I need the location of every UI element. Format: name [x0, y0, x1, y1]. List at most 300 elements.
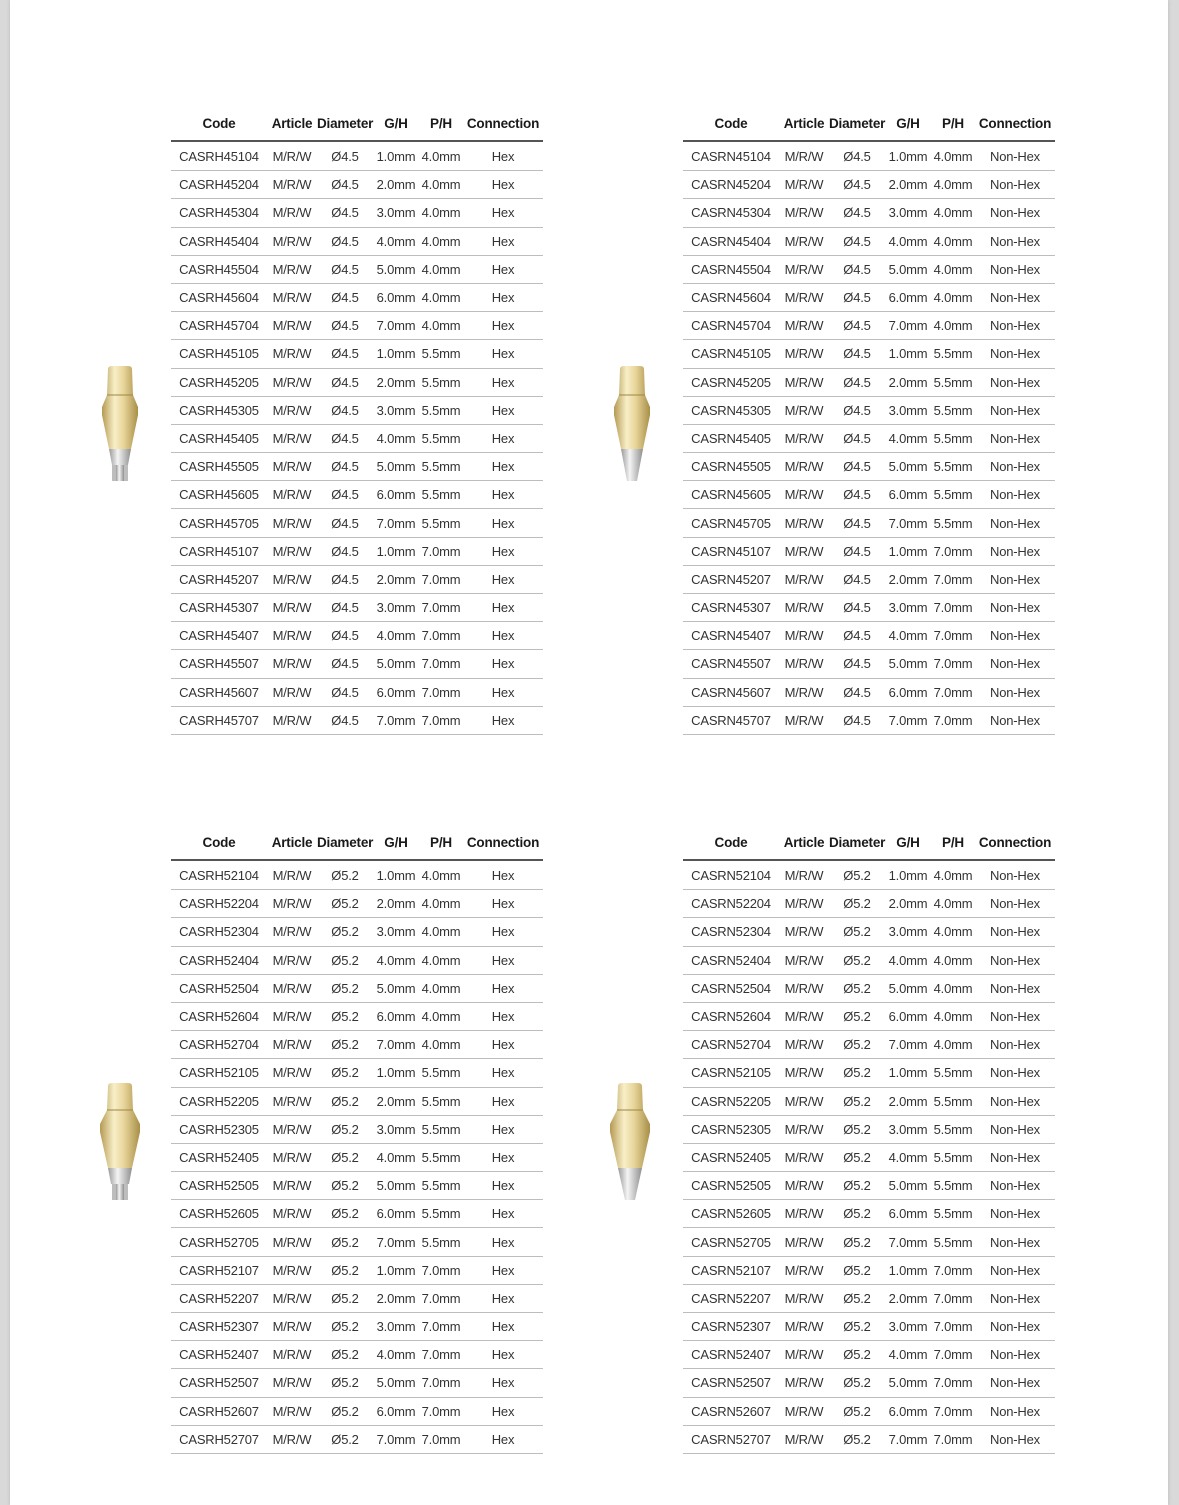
cell-diameter: Ø4.5 — [317, 424, 373, 452]
cell-code: CASRH45405 — [171, 424, 267, 452]
cell-gh: 4.0mm — [373, 1341, 419, 1369]
column-header-ph: P/H — [931, 825, 975, 860]
cell-article: M/R/W — [267, 227, 317, 255]
cell-article: M/R/W — [267, 678, 317, 706]
table-row — [683, 340, 1055, 368]
cell-connection: Hex — [463, 424, 543, 452]
cell-ph: 5.5mm — [419, 368, 463, 396]
cell-gh: 6.0mm — [373, 1002, 419, 1030]
cell-article: M/R/W — [267, 424, 317, 452]
table-row — [683, 453, 1055, 481]
cell-article: M/R/W — [267, 509, 317, 537]
cell-connection: Non-Hex — [975, 594, 1055, 622]
cell-gh: 6.0mm — [885, 283, 931, 311]
cell-gh: 1.0mm — [373, 537, 419, 565]
cell-ph: 4.0mm — [931, 1002, 975, 1030]
cell-code: CASRH45107 — [171, 537, 267, 565]
cell-article: M/R/W — [779, 283, 829, 311]
table-row — [171, 622, 543, 650]
cell-diameter: Ø4.5 — [317, 227, 373, 255]
cell-code: CASRN45407 — [683, 622, 779, 650]
cell-diameter: Ø5.2 — [317, 1059, 373, 1087]
table-row — [683, 1031, 1055, 1059]
cell-connection: Hex — [463, 1002, 543, 1030]
cell-diameter: Ø5.2 — [317, 1172, 373, 1200]
table-row — [171, 227, 543, 255]
cell-connection: Hex — [463, 890, 543, 918]
cell-code: CASRN52605 — [683, 1200, 779, 1228]
cell-gh: 3.0mm — [885, 199, 931, 227]
table-row — [683, 946, 1055, 974]
cell-code: CASRH52505 — [171, 1172, 267, 1200]
cell-gh: 4.0mm — [373, 424, 419, 452]
catalog-page — [10, 0, 1168, 1505]
cell-connection: Non-Hex — [975, 424, 1055, 452]
cell-diameter: Ø4.5 — [317, 368, 373, 396]
cell-connection: Hex — [463, 453, 543, 481]
cell-article: M/R/W — [779, 1200, 829, 1228]
product-table — [683, 825, 1055, 1454]
table-row — [683, 860, 1055, 890]
cell-ph: 5.5mm — [419, 1172, 463, 1200]
cell-connection: Non-Hex — [975, 396, 1055, 424]
cell-ph: 5.5mm — [419, 1059, 463, 1087]
cell-article: M/R/W — [267, 340, 317, 368]
cell-connection: Hex — [463, 509, 543, 537]
cell-diameter: Ø4.5 — [829, 424, 885, 452]
cell-gh: 6.0mm — [373, 1200, 419, 1228]
cell-ph: 4.0mm — [931, 199, 975, 227]
product-table — [171, 825, 543, 1454]
cell-code: CASRN45105 — [683, 340, 779, 368]
column-header-code: Code — [171, 106, 267, 141]
table-row — [683, 1087, 1055, 1115]
cell-article: M/R/W — [779, 171, 829, 199]
cell-code: CASRN52505 — [683, 1172, 779, 1200]
cell-article: M/R/W — [779, 1284, 829, 1312]
cell-diameter: Ø4.5 — [829, 565, 885, 593]
cell-article: M/R/W — [779, 1143, 829, 1171]
cell-gh: 6.0mm — [885, 1397, 931, 1425]
cell-article: M/R/W — [267, 918, 317, 946]
cell-ph: 5.5mm — [931, 481, 975, 509]
cell-connection: Hex — [463, 312, 543, 340]
cell-gh: 4.0mm — [373, 1143, 419, 1171]
cell-ph: 4.0mm — [931, 312, 975, 340]
cell-connection: Non-Hex — [975, 706, 1055, 734]
cell-diameter: Ø5.2 — [317, 1425, 373, 1453]
cell-article: M/R/W — [267, 622, 317, 650]
column-header-gh: G/H — [373, 106, 419, 141]
cell-code: CASRN52704 — [683, 1031, 779, 1059]
cell-diameter: Ø4.5 — [829, 171, 885, 199]
cell-connection: Non-Hex — [975, 1313, 1055, 1341]
cell-diameter: Ø5.2 — [829, 1087, 885, 1115]
cell-connection: Non-Hex — [975, 171, 1055, 199]
cell-gh: 2.0mm — [885, 1284, 931, 1312]
cell-connection: Hex — [463, 340, 543, 368]
cell-code: CASRN45505 — [683, 453, 779, 481]
cell-gh: 5.0mm — [373, 453, 419, 481]
cell-ph: 7.0mm — [931, 1369, 975, 1397]
abutment-image-nonhex-45 — [610, 365, 654, 483]
cell-gh: 3.0mm — [373, 918, 419, 946]
table-row — [683, 141, 1055, 171]
cell-gh: 7.0mm — [885, 1228, 931, 1256]
cell-diameter: Ø4.5 — [317, 594, 373, 622]
cell-connection: Non-Hex — [975, 1284, 1055, 1312]
cell-ph: 7.0mm — [419, 1256, 463, 1284]
cell-article: M/R/W — [267, 141, 317, 171]
cell-article: M/R/W — [267, 453, 317, 481]
table-block-hex-52 — [171, 825, 543, 1454]
cell-ph: 7.0mm — [419, 565, 463, 593]
cell-connection: Non-Hex — [975, 1228, 1055, 1256]
cell-code: CASRN45504 — [683, 255, 779, 283]
table-row — [683, 1341, 1055, 1369]
table-row — [171, 1200, 543, 1228]
cell-connection: Hex — [463, 1228, 543, 1256]
cell-code: CASRN45404 — [683, 227, 779, 255]
cell-gh: 3.0mm — [373, 1313, 419, 1341]
cell-connection: Non-Hex — [975, 1143, 1055, 1171]
cell-connection: Hex — [463, 1425, 543, 1453]
cell-code: CASRN52304 — [683, 918, 779, 946]
cell-code: CASRH52205 — [171, 1087, 267, 1115]
cell-ph: 4.0mm — [419, 141, 463, 171]
table-row — [171, 1425, 543, 1453]
cell-ph: 4.0mm — [931, 860, 975, 890]
cell-connection: Non-Hex — [975, 1115, 1055, 1143]
cell-article: M/R/W — [267, 1256, 317, 1284]
table-row — [171, 1369, 543, 1397]
cell-article: M/R/W — [779, 396, 829, 424]
cell-diameter: Ø4.5 — [317, 678, 373, 706]
cell-connection: Hex — [463, 706, 543, 734]
cell-ph: 5.5mm — [419, 1087, 463, 1115]
cell-article: M/R/W — [779, 1341, 829, 1369]
column-header-ph: P/H — [419, 825, 463, 860]
cell-gh: 1.0mm — [373, 340, 419, 368]
cell-code: CASRN52305 — [683, 1115, 779, 1143]
cell-ph: 4.0mm — [931, 171, 975, 199]
column-header-diameter: Diameter — [317, 825, 373, 860]
cell-code: CASRN52707 — [683, 1425, 779, 1453]
cell-article: M/R/W — [779, 368, 829, 396]
table-row — [683, 706, 1055, 734]
cell-connection: Non-Hex — [975, 312, 1055, 340]
table-row — [683, 1200, 1055, 1228]
cell-gh: 7.0mm — [373, 1031, 419, 1059]
cell-code: CASRN52507 — [683, 1369, 779, 1397]
table-row — [171, 650, 543, 678]
table-header-row — [683, 106, 1055, 141]
cell-code: CASRH45304 — [171, 199, 267, 227]
cell-code: CASRH52207 — [171, 1284, 267, 1312]
cell-connection: Non-Hex — [975, 974, 1055, 1002]
table-header-row — [171, 106, 543, 141]
cell-article: M/R/W — [779, 1397, 829, 1425]
cell-ph: 7.0mm — [931, 1425, 975, 1453]
column-header-gh: G/H — [373, 825, 419, 860]
cell-code: CASRH52105 — [171, 1059, 267, 1087]
cell-diameter: Ø5.2 — [829, 1256, 885, 1284]
cell-ph: 7.0mm — [931, 565, 975, 593]
cell-ph: 5.5mm — [931, 368, 975, 396]
cell-gh: 2.0mm — [373, 890, 419, 918]
cell-diameter: Ø5.2 — [829, 946, 885, 974]
cell-connection: Hex — [463, 283, 543, 311]
cell-gh: 3.0mm — [885, 1313, 931, 1341]
cell-gh: 5.0mm — [885, 1369, 931, 1397]
cell-connection: Non-Hex — [975, 860, 1055, 890]
cell-ph: 5.5mm — [931, 396, 975, 424]
table-row — [683, 283, 1055, 311]
cell-ph: 5.5mm — [419, 424, 463, 452]
cell-ph: 4.0mm — [419, 171, 463, 199]
cell-ph: 5.5mm — [931, 1143, 975, 1171]
cell-gh: 6.0mm — [885, 1200, 931, 1228]
cell-code: CASRH45104 — [171, 141, 267, 171]
cell-article: M/R/W — [267, 1002, 317, 1030]
cell-ph: 4.0mm — [931, 890, 975, 918]
cell-code: CASRN45605 — [683, 481, 779, 509]
cell-diameter: Ø5.2 — [829, 1143, 885, 1171]
table-header-row — [171, 825, 543, 860]
cell-ph: 4.0mm — [419, 918, 463, 946]
cell-article: M/R/W — [267, 1284, 317, 1312]
cell-code: CASRH45707 — [171, 706, 267, 734]
table-row — [171, 255, 543, 283]
table-row — [683, 1143, 1055, 1171]
cell-ph: 7.0mm — [419, 650, 463, 678]
cell-gh: 7.0mm — [373, 1425, 419, 1453]
cell-article: M/R/W — [267, 171, 317, 199]
table-row — [171, 453, 543, 481]
table-row — [683, 424, 1055, 452]
cell-gh: 6.0mm — [373, 1397, 419, 1425]
table-row — [683, 368, 1055, 396]
cell-ph: 7.0mm — [419, 678, 463, 706]
table-row — [171, 424, 543, 452]
cell-connection: Hex — [463, 1172, 543, 1200]
cell-article: M/R/W — [267, 1369, 317, 1397]
cell-diameter: Ø4.5 — [317, 171, 373, 199]
cell-code: CASRH52507 — [171, 1369, 267, 1397]
cell-code: CASRH52605 — [171, 1200, 267, 1228]
cell-article: M/R/W — [779, 706, 829, 734]
table-row — [171, 1256, 543, 1284]
cell-code: CASRN52307 — [683, 1313, 779, 1341]
cell-article: M/R/W — [779, 1425, 829, 1453]
abutment-image-hex-52 — [96, 1082, 144, 1202]
cell-code: CASRN45304 — [683, 199, 779, 227]
cell-code: CASRN52607 — [683, 1397, 779, 1425]
cell-code: CASRH52104 — [171, 860, 267, 890]
cell-ph: 4.0mm — [419, 1031, 463, 1059]
cell-article: M/R/W — [779, 340, 829, 368]
cell-code: CASRN52604 — [683, 1002, 779, 1030]
cell-gh: 2.0mm — [373, 1087, 419, 1115]
cell-diameter: Ø5.2 — [317, 1087, 373, 1115]
cell-article: M/R/W — [779, 650, 829, 678]
cell-ph: 5.5mm — [931, 509, 975, 537]
cell-article: M/R/W — [779, 1228, 829, 1256]
table-row — [171, 481, 543, 509]
cell-diameter: Ø5.2 — [317, 946, 373, 974]
cell-article: M/R/W — [779, 918, 829, 946]
cell-connection: Non-Hex — [975, 453, 1055, 481]
cell-ph: 7.0mm — [419, 1425, 463, 1453]
cell-code: CASRH52405 — [171, 1143, 267, 1171]
table-row — [171, 1341, 543, 1369]
column-header-diameter: Diameter — [829, 825, 885, 860]
cell-ph: 5.5mm — [931, 340, 975, 368]
cell-ph: 5.5mm — [931, 1172, 975, 1200]
cell-gh: 5.0mm — [373, 974, 419, 1002]
cell-diameter: Ø4.5 — [829, 368, 885, 396]
table-row — [683, 1059, 1055, 1087]
table-row — [683, 1115, 1055, 1143]
cell-code: CASRH52407 — [171, 1341, 267, 1369]
cell-diameter: Ø4.5 — [829, 678, 885, 706]
cell-article: M/R/W — [779, 946, 829, 974]
cell-ph: 4.0mm — [931, 255, 975, 283]
cell-connection: Hex — [463, 481, 543, 509]
table-row — [171, 396, 543, 424]
column-header-gh: G/H — [885, 106, 931, 141]
cell-gh: 6.0mm — [885, 1002, 931, 1030]
cell-gh: 3.0mm — [373, 1115, 419, 1143]
cell-gh: 4.0mm — [373, 946, 419, 974]
product-table — [683, 106, 1055, 735]
cell-code: CASRN45507 — [683, 650, 779, 678]
cell-diameter: Ø5.2 — [317, 918, 373, 946]
cell-code: CASRN45104 — [683, 141, 779, 171]
cell-gh: 3.0mm — [373, 594, 419, 622]
cell-ph: 7.0mm — [419, 1397, 463, 1425]
cell-gh: 1.0mm — [885, 340, 931, 368]
cell-article: M/R/W — [779, 1172, 829, 1200]
column-header-code: Code — [171, 825, 267, 860]
cell-code: CASRH45605 — [171, 481, 267, 509]
cell-connection: Hex — [463, 199, 543, 227]
table-row — [171, 509, 543, 537]
table-row — [171, 1031, 543, 1059]
column-header-article: Article — [267, 106, 317, 141]
cell-article: M/R/W — [267, 860, 317, 890]
cell-connection: Hex — [463, 537, 543, 565]
cell-connection: Hex — [463, 1143, 543, 1171]
cell-code: CASRH45604 — [171, 283, 267, 311]
cell-gh: 2.0mm — [885, 565, 931, 593]
cell-code: CASRN45205 — [683, 368, 779, 396]
table-row — [683, 650, 1055, 678]
cell-article: M/R/W — [267, 650, 317, 678]
table-row — [683, 1397, 1055, 1425]
cell-gh: 2.0mm — [885, 171, 931, 199]
cell-diameter: Ø4.5 — [829, 312, 885, 340]
column-header-diameter: Diameter — [317, 106, 373, 141]
cell-gh: 2.0mm — [373, 565, 419, 593]
table-row — [171, 537, 543, 565]
cell-ph: 4.0mm — [931, 283, 975, 311]
cell-diameter: Ø5.2 — [317, 1228, 373, 1256]
cell-ph: 7.0mm — [419, 622, 463, 650]
cell-gh: 5.0mm — [373, 1172, 419, 1200]
cell-connection: Hex — [463, 946, 543, 974]
cell-diameter: Ø5.2 — [829, 1200, 885, 1228]
cell-connection: Hex — [463, 1256, 543, 1284]
cell-diameter: Ø4.5 — [829, 537, 885, 565]
cell-ph: 7.0mm — [419, 1313, 463, 1341]
cell-gh: 7.0mm — [373, 706, 419, 734]
cell-article: M/R/W — [779, 424, 829, 452]
cell-gh: 5.0mm — [373, 1369, 419, 1397]
cell-ph: 5.5mm — [419, 1200, 463, 1228]
cell-connection: Hex — [463, 1059, 543, 1087]
cell-gh: 7.0mm — [885, 1031, 931, 1059]
cell-connection: Hex — [463, 1200, 543, 1228]
cell-connection: Hex — [463, 1087, 543, 1115]
cell-code: CASRH52307 — [171, 1313, 267, 1341]
cell-code: CASRH52705 — [171, 1228, 267, 1256]
cell-diameter: Ø5.2 — [317, 974, 373, 1002]
cell-article: M/R/W — [267, 255, 317, 283]
cell-article: M/R/W — [267, 396, 317, 424]
table-row — [683, 171, 1055, 199]
column-header-gh: G/H — [885, 825, 931, 860]
cell-gh: 1.0mm — [373, 860, 419, 890]
cell-gh: 4.0mm — [885, 1143, 931, 1171]
cell-ph: 4.0mm — [419, 860, 463, 890]
cell-article: M/R/W — [267, 283, 317, 311]
cell-article: M/R/W — [267, 706, 317, 734]
cell-code: CASRN52404 — [683, 946, 779, 974]
table-row — [683, 565, 1055, 593]
cell-gh: 5.0mm — [885, 650, 931, 678]
cell-ph: 5.5mm — [931, 453, 975, 481]
table-row — [683, 255, 1055, 283]
cell-connection: Hex — [463, 565, 543, 593]
cell-connection: Non-Hex — [975, 481, 1055, 509]
cell-diameter: Ø5.2 — [829, 1313, 885, 1341]
cell-ph: 5.5mm — [931, 424, 975, 452]
cell-ph: 4.0mm — [931, 918, 975, 946]
cell-code: CASRN45604 — [683, 283, 779, 311]
cell-ph: 5.5mm — [419, 396, 463, 424]
table-row — [683, 974, 1055, 1002]
cell-article: M/R/W — [779, 199, 829, 227]
cell-ph: 7.0mm — [931, 706, 975, 734]
cell-connection: Non-Hex — [975, 1172, 1055, 1200]
cell-article: M/R/W — [267, 1087, 317, 1115]
cell-connection: Non-Hex — [975, 141, 1055, 171]
cell-connection: Non-Hex — [975, 509, 1055, 537]
cell-gh: 1.0mm — [885, 537, 931, 565]
cell-connection: Non-Hex — [975, 227, 1055, 255]
cell-connection: Non-Hex — [975, 1341, 1055, 1369]
cell-gh: 6.0mm — [885, 678, 931, 706]
cell-ph: 5.5mm — [419, 453, 463, 481]
cell-diameter: Ø5.2 — [829, 1002, 885, 1030]
cell-gh: 3.0mm — [885, 918, 931, 946]
cell-code: CASRH45205 — [171, 368, 267, 396]
cell-gh: 7.0mm — [373, 509, 419, 537]
cell-connection: Non-Hex — [975, 199, 1055, 227]
cell-ph: 7.0mm — [419, 1341, 463, 1369]
cell-ph: 4.0mm — [419, 255, 463, 283]
